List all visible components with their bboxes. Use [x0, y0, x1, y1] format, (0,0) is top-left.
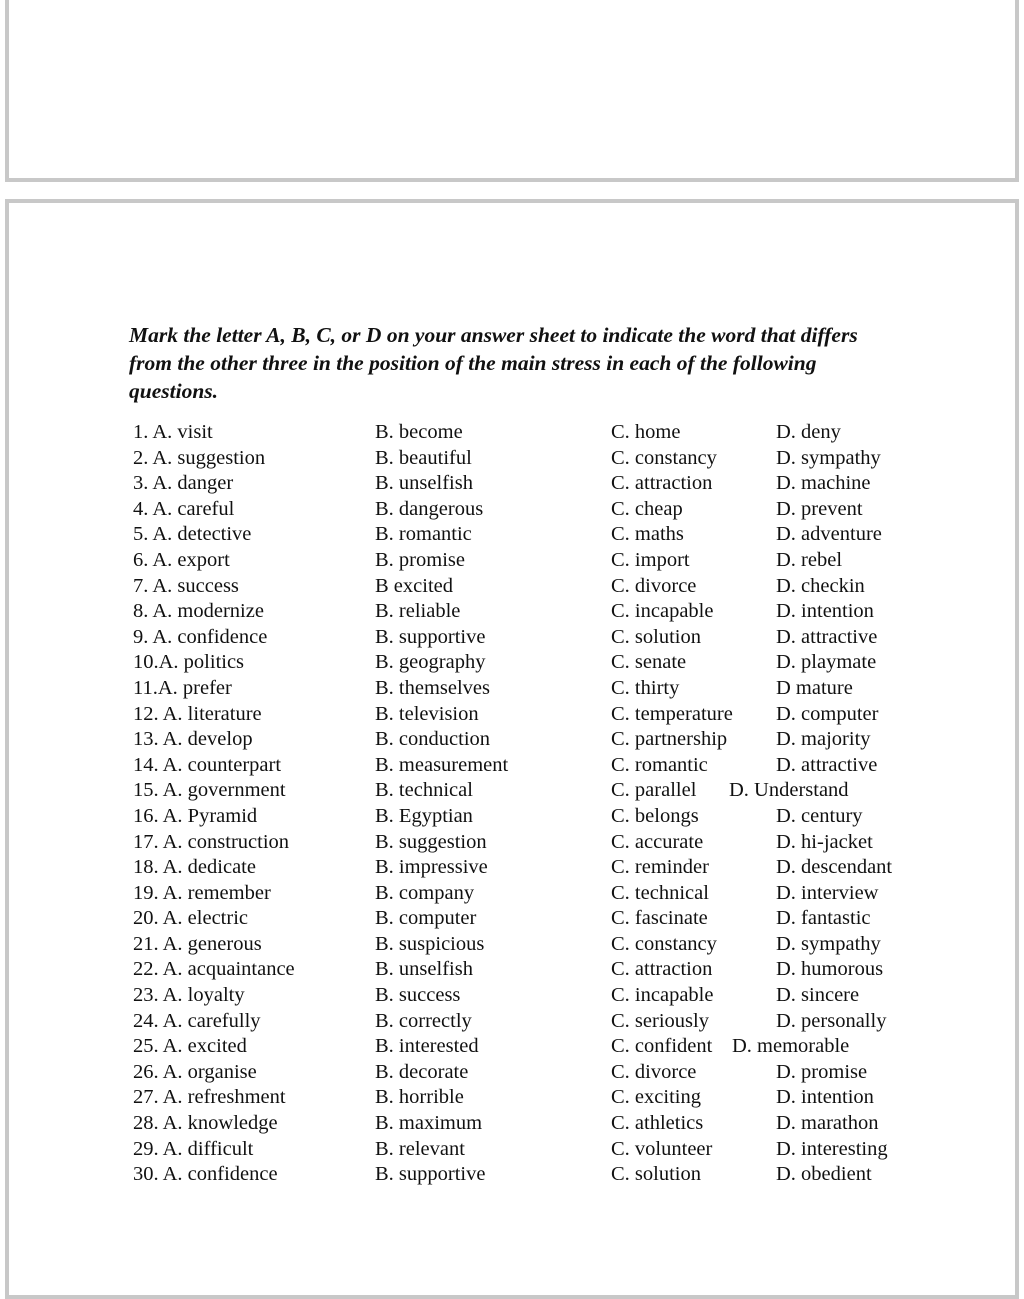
option-d: D. personally [776, 1009, 887, 1032]
option-a: 26. A. organise [133, 1060, 257, 1083]
option-d: D. playmate [776, 651, 877, 674]
option-b: B. themselves [375, 676, 491, 699]
option-d: D. rebel [776, 548, 843, 571]
option-a: 14. A. counterpart [133, 753, 282, 776]
option-a: 10.A. politics [133, 651, 245, 674]
option-b: B. Egyptian [375, 804, 473, 827]
option-c: C. reminder [611, 856, 709, 879]
option-c: C. partnership [611, 728, 728, 751]
option-c: C. solution [611, 625, 701, 648]
option-d: D. intention [776, 600, 874, 623]
question-row [133, 804, 933, 830]
option-a: 11.A. prefer [133, 676, 232, 699]
option-a: 12. A. literature [133, 702, 262, 725]
option-a: 4. A. careful [133, 497, 235, 520]
question-row [133, 1009, 933, 1035]
option-d: D. obedient [776, 1163, 872, 1186]
question-row [133, 1137, 933, 1163]
option-c: C. fascinate [611, 907, 708, 930]
option-d: D. deny [776, 421, 841, 443]
option-d: D. sympathy [776, 932, 881, 955]
option-c: C. athletics [611, 1112, 704, 1135]
option-b: B. suggestion [375, 830, 487, 853]
option-b: B. geography [375, 651, 486, 674]
option-b: B. measurement [375, 753, 509, 776]
question-row [133, 957, 933, 983]
option-a: 7. A. success [133, 574, 239, 597]
option-c: C. constancy [611, 446, 717, 469]
option-b: B. become [375, 421, 463, 443]
option-d: D. intention [776, 1086, 874, 1109]
question-row [133, 1034, 933, 1060]
option-a: 8. A. modernize [133, 600, 264, 623]
option-c: C. seriously [611, 1009, 709, 1032]
question-row [133, 574, 933, 600]
option-a: 27. A. refreshment [133, 1086, 286, 1109]
question-row [133, 446, 933, 472]
option-a: 2. A. suggestion [133, 446, 266, 469]
question-row [133, 778, 933, 804]
option-d: D. promise [776, 1060, 868, 1083]
option-c: C. thirty [611, 676, 680, 699]
option-d: D. interesting [776, 1137, 888, 1160]
option-a: 3. A. danger [133, 472, 234, 495]
option-b: B. beautiful [375, 446, 472, 469]
question-row [133, 753, 933, 779]
option-a: 28. A. knowledge [133, 1112, 278, 1135]
option-c: C. divorce [611, 1060, 697, 1083]
option-b: B. decorate [375, 1060, 469, 1083]
option-c: C. solution [611, 1163, 701, 1186]
option-a: 19. A. remember [133, 881, 271, 904]
option-d: D. fantastic [776, 907, 871, 930]
question-row [133, 702, 933, 728]
option-c: C. incapable [611, 984, 714, 1007]
option-d: D. majority [776, 728, 871, 751]
option-d: D. Understand [729, 779, 849, 802]
option-b: B. success [375, 984, 461, 1007]
option-a: 6. A. export [133, 548, 230, 571]
option-c: C. constancy [611, 932, 717, 955]
option-b: B. relevant [375, 1137, 465, 1160]
question-row [133, 881, 933, 907]
question-row [133, 676, 933, 702]
option-a: 16. A. Pyramid [133, 804, 258, 827]
option-b: B. correctly [375, 1009, 472, 1032]
option-a: 1. A. visit [133, 421, 213, 443]
option-c: C. cheap [611, 497, 683, 520]
option-c: C. attraction [611, 472, 713, 495]
question-row [133, 855, 933, 881]
option-c: C. incapable [611, 600, 714, 623]
option-b: B. unselfish [375, 958, 473, 981]
option-a: 29. A. difficult [133, 1137, 254, 1160]
question-row [133, 1060, 933, 1086]
option-a: 21. A. generous [133, 932, 262, 955]
question-row [133, 497, 933, 523]
option-c: C. senate [611, 651, 687, 674]
option-c: C. attraction [611, 958, 713, 981]
option-b: B. romantic [375, 523, 472, 546]
question-row [133, 983, 933, 1009]
question-row [133, 522, 933, 548]
option-d: D. machine [776, 472, 871, 495]
question-row [133, 727, 933, 753]
option-a: 5. A. detective [133, 523, 252, 546]
option-d: D. attractive [776, 753, 878, 776]
option-b: B. supportive [375, 625, 486, 648]
option-a: 13. A. develop [133, 728, 253, 751]
option-b: B. maximum [375, 1112, 483, 1135]
option-a: 17. A. construction [133, 830, 290, 853]
option-b: B. unselfish [375, 472, 473, 495]
document-page [5, 199, 1019, 1299]
option-c: C. maths [611, 523, 684, 546]
option-c: C. home [611, 421, 681, 443]
question-row [133, 599, 933, 625]
question-row [133, 932, 933, 958]
option-c: C. belongs [611, 804, 699, 827]
instruction-text: Mark the letter A, B, C, or D on your answer sheet to indicate the word that differs from the other three in the position of the main stress in each of the following questions. [129, 323, 858, 403]
option-d: D. sincere [776, 984, 860, 1007]
option-c: C. technical [611, 881, 709, 904]
option-c: C. temperature [611, 702, 733, 725]
option-c: C. import [611, 548, 690, 571]
option-d: D. century [776, 804, 863, 827]
question-row [133, 420, 933, 446]
option-b: B. promise [375, 548, 465, 571]
question-list [133, 420, 933, 1188]
question-row [133, 830, 933, 856]
option-a: 15. A. government [133, 779, 286, 802]
option-b: B. television [375, 702, 479, 725]
option-d: D. sympathy [776, 446, 881, 469]
option-a: 18. A. dedicate [133, 856, 256, 879]
option-c: C. divorce [611, 574, 697, 597]
option-d: D mature [776, 676, 853, 699]
option-c: C. volunteer [611, 1137, 713, 1160]
option-d: D. marathon [776, 1112, 879, 1135]
option-d: D. humorous [776, 958, 884, 981]
question-row [133, 1085, 933, 1111]
option-a: 20. A. electric [133, 907, 248, 930]
option-b: B excited [375, 574, 453, 597]
option-d: D. prevent [776, 497, 863, 520]
question-row [133, 906, 933, 932]
option-b: B. company [375, 881, 475, 904]
option-d: D. memorable [732, 1035, 850, 1058]
option-d: D. hi-jacket [776, 830, 873, 853]
option-a: 25. A. excited [133, 1035, 247, 1058]
option-a: 23. A. loyalty [133, 984, 245, 1007]
option-c: C. accurate [611, 830, 704, 853]
option-b: B. interested [375, 1035, 479, 1058]
option-b: B. horrible [375, 1086, 464, 1109]
option-d: D. attractive [776, 625, 878, 648]
question-row [133, 625, 933, 651]
option-b: B. dangerous [375, 497, 484, 520]
question-row [133, 471, 933, 497]
option-b: B. reliable [375, 600, 461, 623]
previous-page [5, 0, 1019, 182]
option-b: B. computer [375, 907, 477, 930]
question-row [133, 1162, 933, 1188]
option-b: B. supportive [375, 1163, 486, 1186]
question-row [133, 650, 933, 676]
question-row [133, 1111, 933, 1137]
option-c: C. parallel [611, 779, 697, 802]
option-d: D. adventure [776, 523, 882, 546]
option-b: B. impressive [375, 856, 488, 879]
option-d: D. interview [776, 881, 879, 904]
option-a: 24. A. carefully [133, 1009, 261, 1032]
option-c: C. exciting [611, 1086, 701, 1109]
option-d: D. descendant [776, 856, 893, 879]
option-a: 30. A. confidence [133, 1163, 278, 1186]
option-b: B. suspicious [375, 932, 485, 955]
option-c: C. confident [611, 1035, 713, 1058]
option-a: 9. A. confidence [133, 625, 268, 648]
question-row [133, 548, 933, 574]
option-c: C. romantic [611, 753, 708, 776]
option-b: B. technical [375, 779, 473, 802]
option-d: D. computer [776, 702, 879, 725]
option-b: B. conduction [375, 728, 491, 751]
option-d: D. checkin [776, 574, 865, 597]
option-a: 22. A. acquaintance [133, 958, 295, 981]
